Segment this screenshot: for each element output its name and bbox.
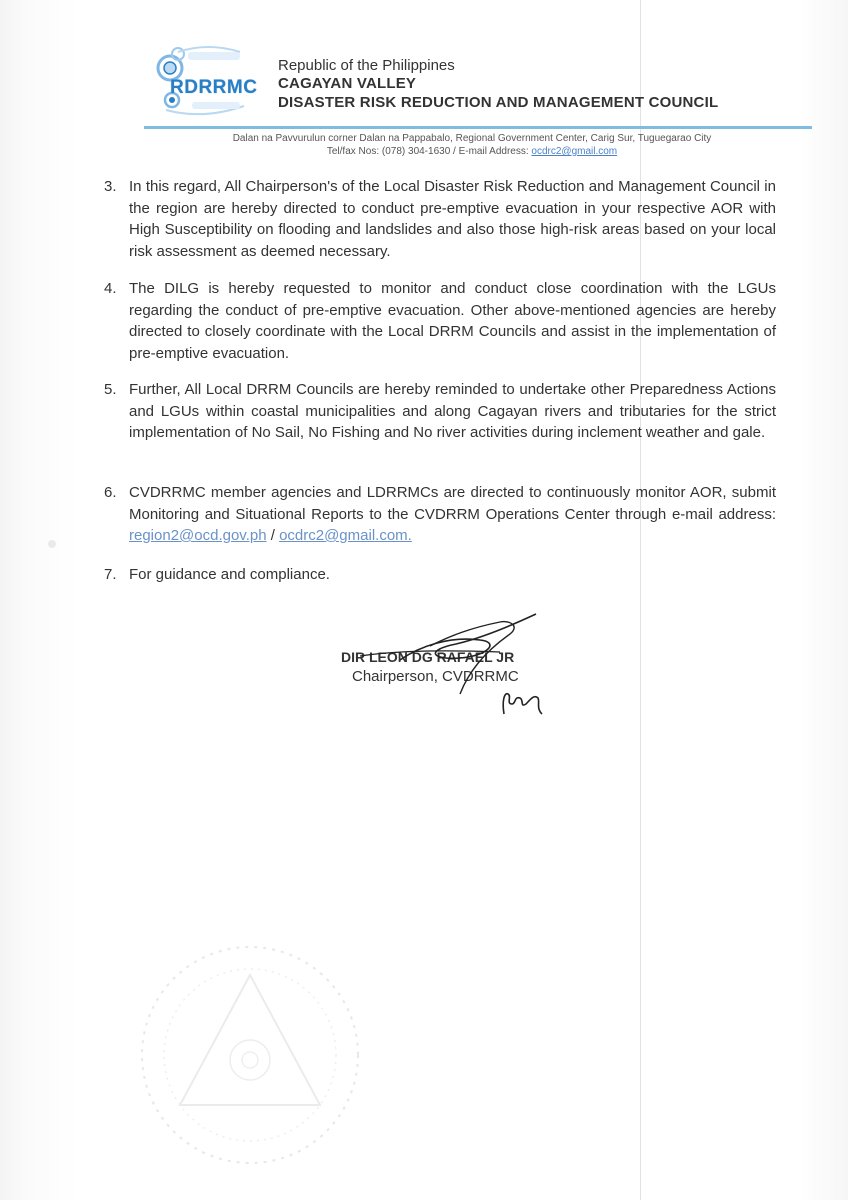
ocd-email-link[interactable]: ocdrc2@gmail.com. (279, 527, 412, 544)
embossed-seal-icon (130, 935, 370, 1175)
paragraph-number: 3. (104, 178, 117, 195)
paragraph-number: 7. (104, 566, 117, 583)
paragraph-text: In this regard, All Chairperson's of the Local Disaster Risk Reduction and Management Council in the region are hereby directed to conduct pre-emptive evacuation in your respective AOR with High Susceptibility on flooding and landslides and also those high-risk areas based on your local risk assessment as deemed necessary. (129, 178, 776, 260)
paragraph-text: The DILG is hereby requested to monitor and conduct close coordination with the LGUs regarding the conduct of pre-emptive evacuation. Other above-mentioned agencies are hereby directed to closely coordinate with the Local DRRM Councils and assist in the implementation of pre-emptive evacuation. (129, 280, 776, 362)
telephone-text: Tel/fax Nos: (078) 304-1630 / E-mail Address: (326, 146, 532, 157)
handwritten-signature-icon (360, 606, 560, 696)
email-separator: / (266, 527, 280, 544)
paragraph-6 (104, 482, 776, 547)
paragraph-body: CVDRRMC member agencies and LDRRMCs are directed to continuously monitor AOR, submit Monitoring and Situational Reports to the CVDRRM Operations Center through e-mail address: (129, 484, 776, 523)
council-name: DISASTER RISK REDUCTION AND MANAGEMENT COUNCIL (278, 94, 719, 111)
logo-wordmark: RDRRMC (170, 77, 258, 98)
paragraph-7 (104, 564, 776, 586)
paragraph-3 (104, 176, 776, 262)
scan-speck (48, 540, 56, 548)
republic-line: Republic of the Philippines (278, 57, 455, 74)
office-address: Dalan na Pavvurulun corner Dalan na Pappabalo, Regional Government Center, Carig Sur, Tuguegarao City (232, 133, 712, 144)
paragraph-text (129, 482, 776, 547)
paragraph-number: 6. (104, 484, 117, 501)
header-rule (144, 126, 812, 129)
paragraph-number: 5. (104, 381, 117, 398)
signatory-title: Chairperson, CVDRRMC (352, 668, 519, 685)
region-email-link[interactable]: region2@ocd.gov.ph (129, 527, 267, 544)
paragraph-text: Further, All Local DRRM Councils are hereby reminded to undertake other Preparedness Actions and LGUs within coastal municipalities and along Cagayan rivers and tributaries for the strict implementation of No Sail, No Fishing and No river activities during inclement weather and gale. (129, 381, 776, 441)
region-name: CAGAYAN VALLEY (278, 75, 417, 92)
header-email-link[interactable]: ocdrc2@gmail.com (531, 146, 618, 157)
paragraph-text: For guidance and compliance. (129, 566, 330, 583)
paragraph-4 (104, 278, 776, 364)
contact-line (172, 146, 772, 157)
initials-mark-icon (498, 684, 548, 720)
paragraph-5 (104, 379, 776, 444)
signatory-name: DIR LEON DG RAFAEL JR (341, 649, 515, 665)
paragraph-number: 4. (104, 280, 117, 297)
